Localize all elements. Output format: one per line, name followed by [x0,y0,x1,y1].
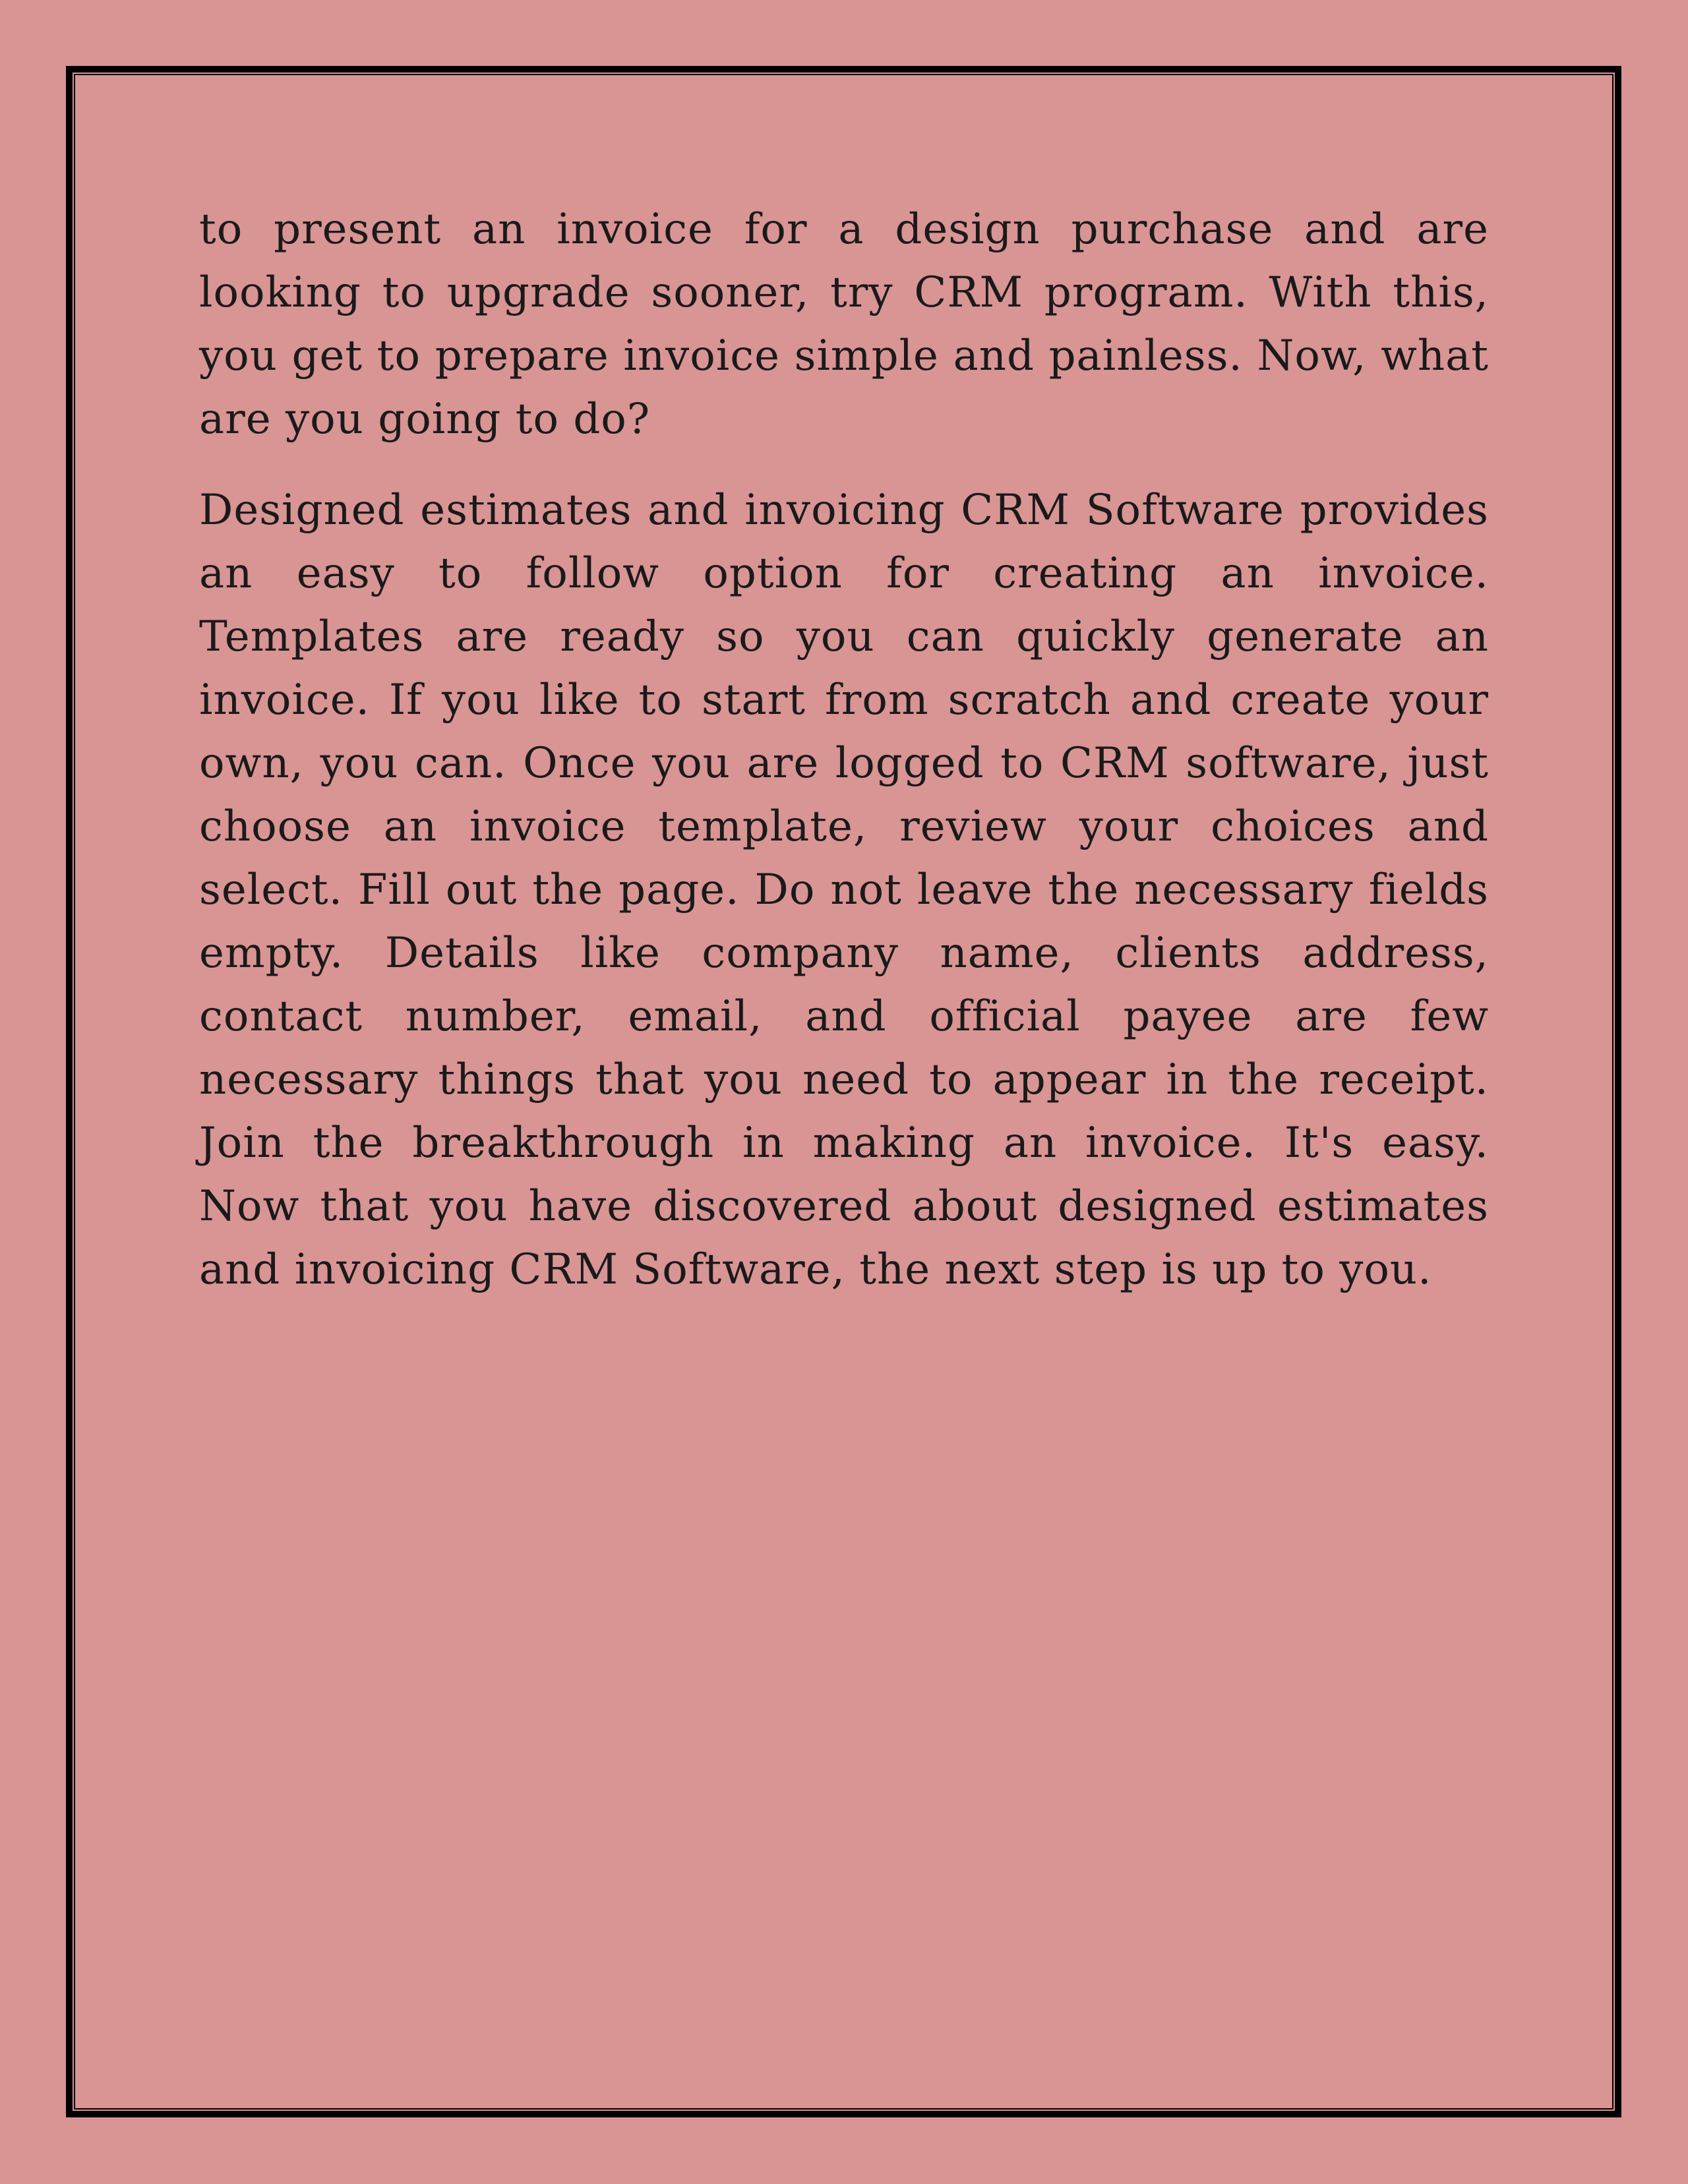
paragraph-2: Designed estimates and invoicing CRM Software provides an easy to follow option for creating an invoice. Templates are ready so you can quickly generate an invoice. If you like to start from scratch and create your own, you can. Once you are logged to CRM software, just choose an invoice template, review your choices and select. Fill out the page. Do not leave the necessary fields empty. Details like company name, clients address, contact number, email, and official payee are few necessary things that you need to appear in the receipt. Join the breakthrough in making an invoice. It's easy. Now that you have discovered about designed estimates and invoicing CRM Software, the next step is up to you. [199,486,1489,1294]
paragraph-1: to present an invoice for a design purchase and are looking to upgrade sooner, try CRM program. With this, you get to prepare invoice simple and painless. Now, what are you going to do? [199,205,1489,444]
document-body [199,198,1489,1329]
